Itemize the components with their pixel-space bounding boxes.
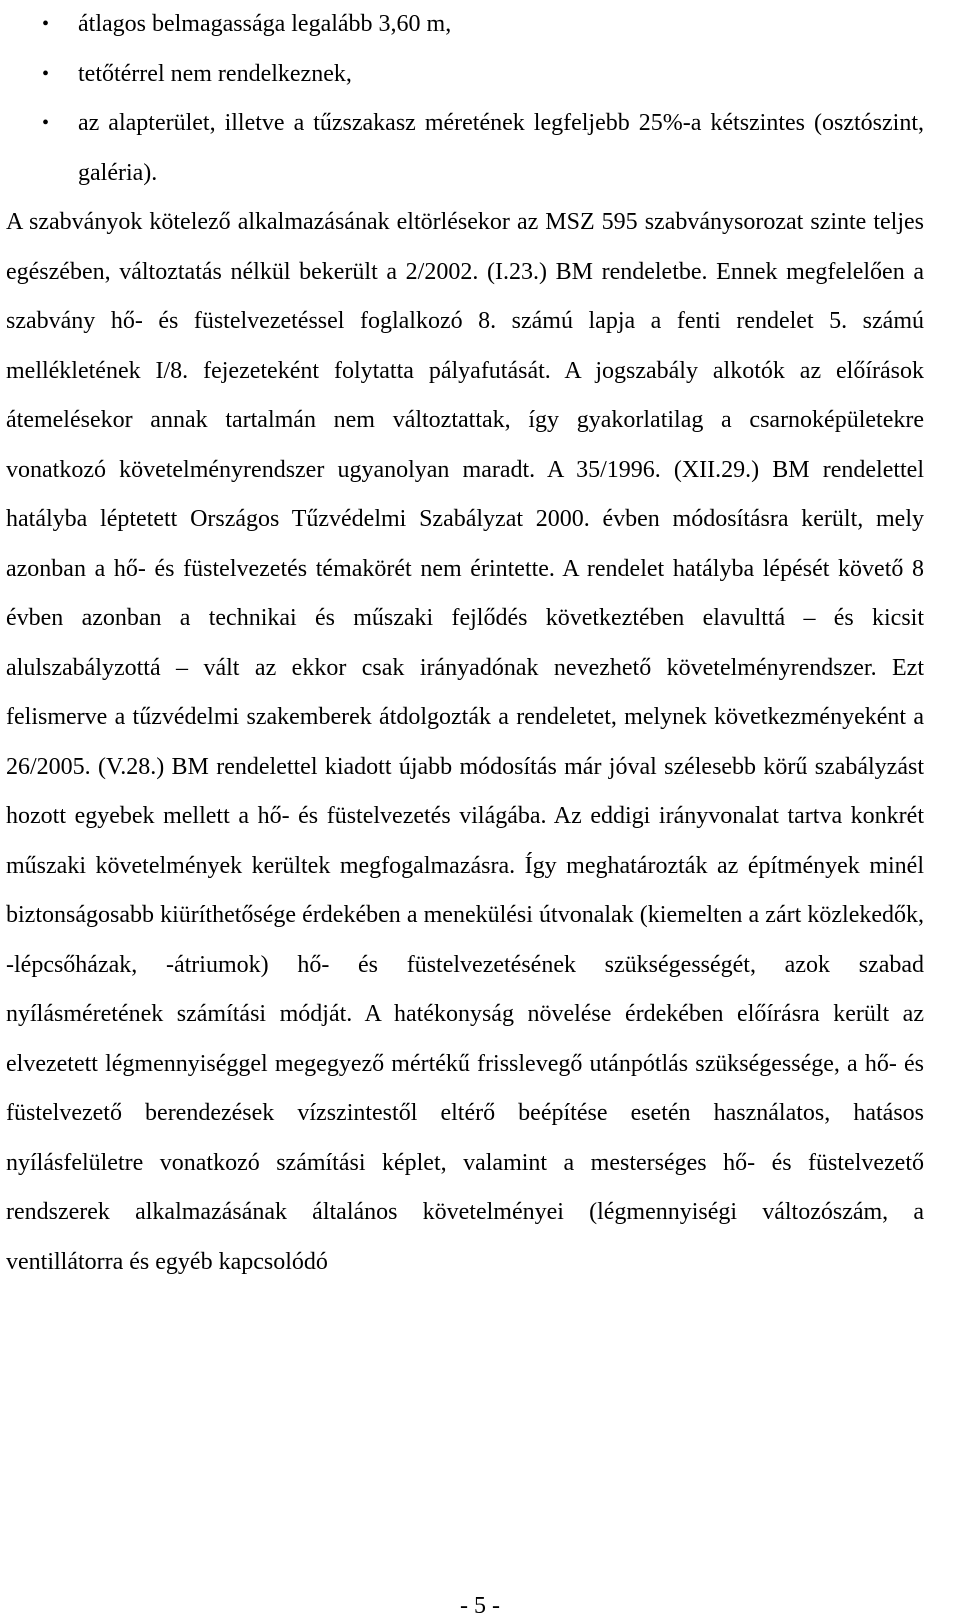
bullet-text: tetőtérrel nem rendelkeznek, <box>78 60 352 87</box>
bullet-item <box>6 50 924 100</box>
bullet-item <box>6 0 924 50</box>
bullet-item <box>6 99 924 198</box>
bullet-text: az alapterület, illetve a tűzszakasz méretének legfeljebb 25%-a kétszintes (osztószint, galéria). <box>78 110 924 186</box>
bullet-text: átlagos belmagassága legalább 3,60 m, <box>78 11 452 37</box>
bullet-icon: • <box>42 13 50 35</box>
bullet-icon: • <box>42 62 50 85</box>
body-paragraph: A szabványok kötelező alkalmazásának eltörlésekor az MSZ 595 szabványsorozat szinte teljes egészében, változtatás nélkül bekerült a 2/2002. (I.23.) BM rendeletbe. Ennek megfelelően a szabvány hő- és füstelvezetéssel foglalkozó 8. számú lapja a fenti rendelet 5. számú mellékletének I/8. fejezeteként folytatta pályafutását. A jogszabály alkotók az előírások átemelésekor annak tartalmán nem változtattak, így gyakorlatilag a csarnoképületekre vonatkozó követelményrendszer ugyanolyan maradt. A 35/1996. (XII.29.) BM rendelettel hatályba léptetett Országos Tűzvédelmi Szabályzat 2000. évben módosításra került, mely azonban a hő- és füstelvezetés témakörét nem érintette. A rendelet hatályba lépését követő 8 évben azonban a technikai és műszaki fejlődés következtében elavulttá – és kicsit alulszabályzottá – vált az ekkor csak irányadónak nevezhető követelményrendszer. Ezt felismerve a tűzvédelmi szakemberek átdolgozták a rendeletet, melynek következményeként a 26/2005. (V.28.) BM rendelettel kiadott újabb módosítás már jóval szélesebb körű szabályzást hozott egyebek mellett a hő- és füstelvezetés világába. Az eddigi irányvonalat tartva konkrét műszaki követelmények kerültek megfogalmazásra. Így meghatározták az építmények minél biztonságosabb kiüríthetősége érdekében a menekülési útvonalak (kiemelten a zárt közlekedők, -lépcsőházak, -átriumok) hő- és füstelvezetésének szükségességét, azok szabad nyílásméretének számítási módját. A hatékonyság növelése érdekében előírásra került az elvezetett légmennyiséggel megegyező mértékű frisslevegő utánpótlás szükségessége, a hő- és füstelvezető berendezések vízszintestől eltérő beépítése esetén használatos, hatásos nyílásfelületre vonatkozó számítási képlet, valamint a mesterséges hő- és füstelvezető rendszerek alkalmazásának általános követelményei (légmennyiségi változószám, a ventillátorra és egyéb kapcsolódó <box>6 209 924 1275</box>
bullet-icon: • <box>42 112 50 134</box>
bullet-list <box>6 0 924 198</box>
page-body <box>6 0 924 1287</box>
page-number: - 5 - <box>460 1593 500 1619</box>
